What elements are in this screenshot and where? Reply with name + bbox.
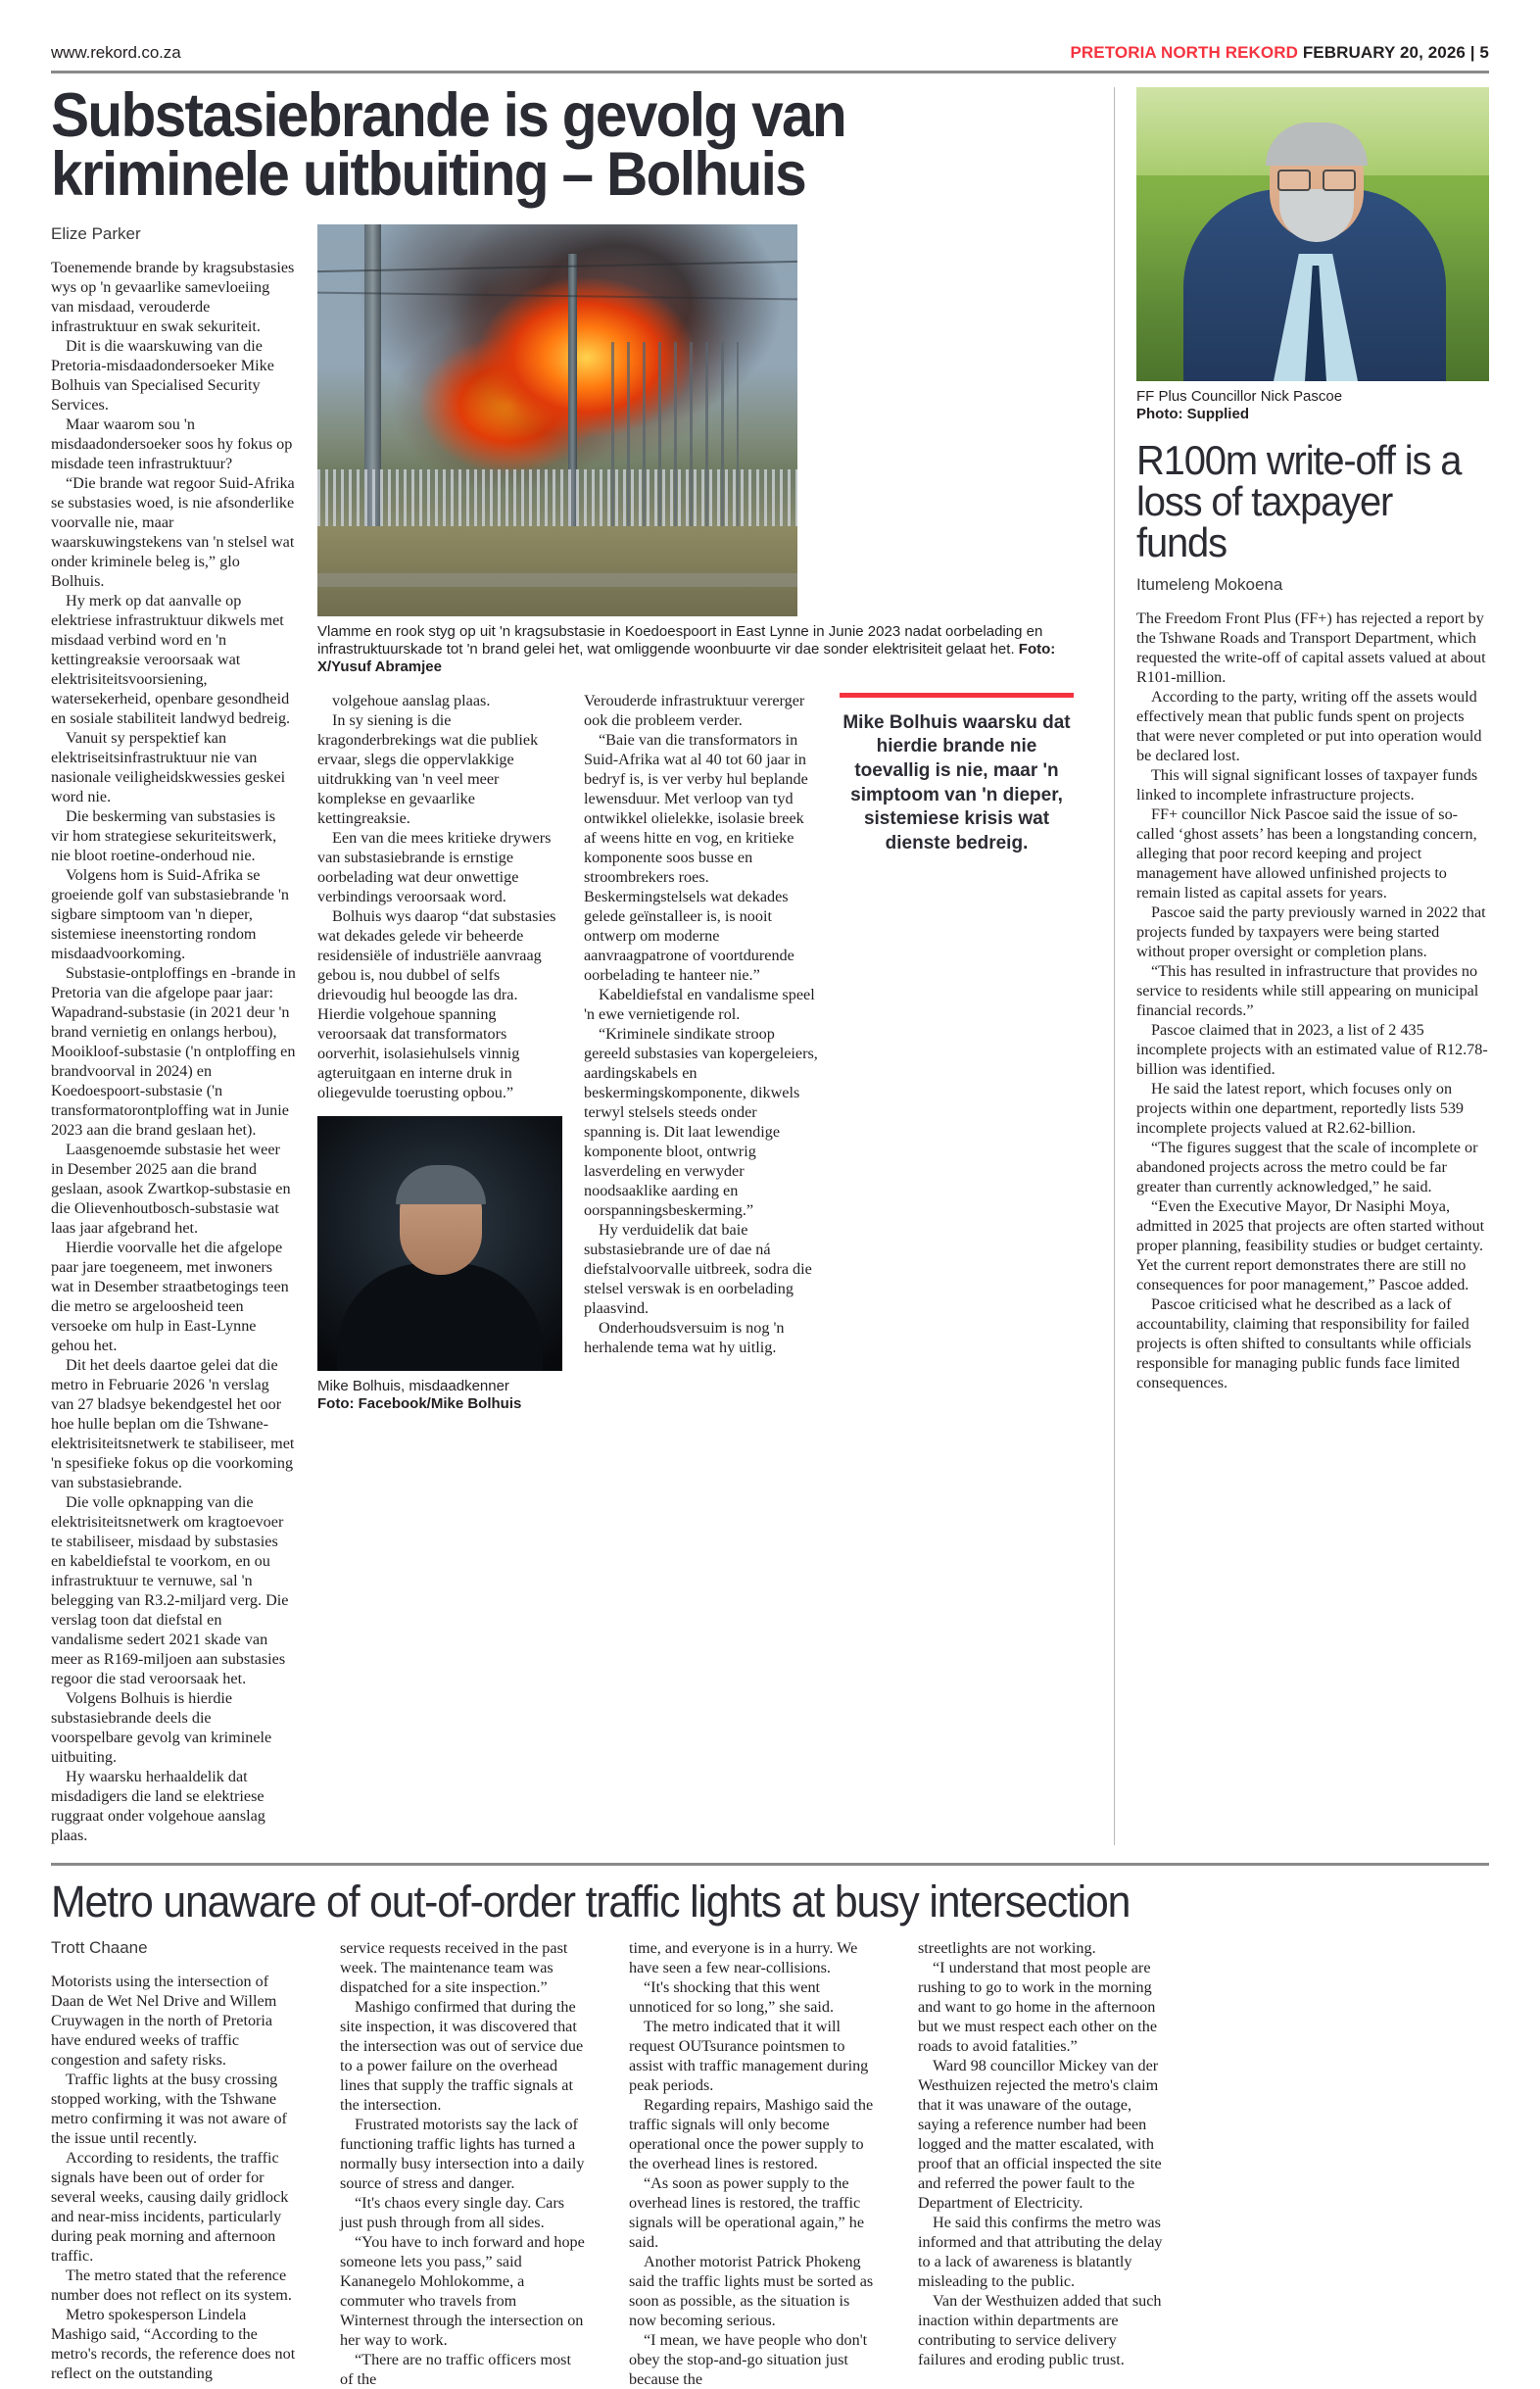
paragraph: Toenemende brande by kragsubstasies wys op 'n gevaarlike samevloeiing van misdaad, verouderde infrastruktuur en swak sekuriteit. xyxy=(51,258,295,335)
paragraph: Pascoe criticised what he described as a lack of accountability, claiming that responsibility for failed projects is often shifted to consultants while officials responsible for managing public funds face limited consequences. xyxy=(1136,1294,1471,1391)
paragraph: Pascoe claimed that in 2023, a list of 2 435 incomplete projects with an estimated value of R12.78-billion was identified. xyxy=(1136,1020,1488,1078)
section-rule xyxy=(51,1863,1489,1866)
paragraph: Metro spokesperson Lindela Mashigo said, “According to the metro's records, the reference does not reflect on the outstanding xyxy=(51,2305,296,2382)
caption-credit: Photo: Supplied xyxy=(1136,406,1249,423)
column-gap xyxy=(317,1938,318,2389)
paragraph: “This has resulted in infrastructure that provides no service to residents while still appearing on municipal financial records.” xyxy=(1136,961,1479,1019)
issue-date-page: FEBRUARY 20, 2026 | 5 xyxy=(1302,43,1489,62)
photo-powerline xyxy=(317,261,797,272)
bottom-story-byline: Trott Chaane xyxy=(51,1937,148,1957)
paragraph: Een van die mees kritieke drywers van substasiebrande is ernstige oorbelading wat deur onwettige verbindings veroorsaak word. xyxy=(317,828,552,905)
portrait-shoulders xyxy=(337,1263,543,1371)
paragraph: FF+ councillor Nick Pascoe said the issue of so-called ‘ghost assets’ has been a longstanding concern, alleging that poor record keeping and project management have allowed unfinished projects to remain listed as capital assets for years. xyxy=(1136,804,1477,902)
paragraph: Traffic lights at the busy crossing stopped working, with the Tshwane metro confirming it was not aware of the issue until recently. xyxy=(51,2070,287,2147)
paragraph: Another motorist Patrick Phokeng said the traffic lights must be sorted as soon as possible, as the situation is now becoming serious. xyxy=(629,2252,874,2329)
paragraph: Mashigo confirmed that during the site inspection, it was discovered that the intersection was out of service due to a power failure on the overhead lines that supply the traffic signals at the intersection. xyxy=(340,1997,584,2114)
top-story-byline: Elize Parker xyxy=(51,223,141,243)
paragraph: time, and everyone is in a hurry. We have seen a few near-collisions. xyxy=(629,1938,858,1976)
pascoe-photo-caption xyxy=(1136,388,1489,424)
paragraph: “Even the Executive Mayor, Dr Nasiphi Moya, admitted in 2025 that projects are often started without proper planning, feasibility studies or budget certainty. Yet the current report demonstrates there are still no consequences for poor management,” Pascoe added. xyxy=(1136,1196,1485,1293)
paragraph: “I mean, we have people who don't obey the stop-and-go situation just because the xyxy=(629,2330,868,2388)
top-story-columns-2-3 xyxy=(317,224,1074,1845)
bottom-story-column-2 xyxy=(340,1938,585,2389)
paragraph: Vanuit sy perspektief kan elektriseitsinfrastruktuur nie van nasionale veiligheidskwessies geskei word nie. xyxy=(51,728,286,805)
paragraph: “There are no traffic officers most of the xyxy=(340,2350,571,2388)
paragraph: Verouderde infrastruktuur vererger ook die probleem verder. xyxy=(584,691,805,729)
paragraph: Pascoe said the party previously warned in 2022 that projects funded by taxpayers were being started without proper oversight or completion plans. xyxy=(1136,902,1486,960)
side-story-headline: R100m write-off is a loss of taxpayer funds xyxy=(1136,436,1462,565)
paragraph: Ward 98 councillor Mickey van der Westhuizen rejected the metro's claim that it was unaware of the outage, saying a reference number had been logged and the matter escalated, with proof that an official inspected the site and referred the power fault to the Department of Electricity. xyxy=(918,2056,1162,2212)
paragraph: The metro stated that the reference number does not reflect on its system. xyxy=(51,2266,292,2304)
photo-powerline xyxy=(317,291,797,300)
top-story xyxy=(51,73,1489,1845)
paragraph: Hy verduidelik dat baie substasiebrande ure of dae ná diefstalvoorvalle uitbreek, sodra die stelsel verswak is en oorbelading plaasvind. xyxy=(584,1220,812,1317)
paragraph: Bolhuis wys daarop “dat substasies wat dekades gelede vir beheerde residensiële of industriële aanvraag gebou is, nou dubbel of selfs drievoudig hul beoogde las dra. Hierdie volgehoue spanning veroorsaak dat transformators oorverhit, isolasiehulsels vinnig agteruitgaan en interne druk in oliegevulde toerusting opbou.” xyxy=(317,906,556,1101)
top-story-headline: Substasiebrande is gevolg van kriminele uitbuiting – Bolhuis xyxy=(51,81,846,209)
paragraph: The Freedom Front Plus (FF+) has rejected a report by the Tshwane Roads and Transport Department, which requested the write-off of capital assets valued at about R101-million. xyxy=(1136,609,1486,686)
bottom-story-column-1 xyxy=(51,1938,296,2389)
paragraph: streetlights are not working. xyxy=(918,1938,1096,1957)
caption-text: Mike Bolhuis, misdaadkenner xyxy=(317,1377,509,1394)
caption-text: Vlamme en rook styg op uit 'n kragsubstasie in Koedoespoort in East Lynne in Junie 2023 nadat oorbelading en infrastruktuurskade tot 'n brand gelei het, wat omliggende woonbuurte vir dae sonder elektrisiteit gelaat het. xyxy=(317,622,1043,658)
paragraph: “The figures suggest that the scale of incomplete or abandoned projects across the metro could be far greater than currently acknowledged,” he said. xyxy=(1136,1138,1478,1195)
paragraph: In sy siening is die kragonderbrekings wat die publiek ervaar, slegs die oppervlakkige uitdrukking van 'n veel meer komplekse en gevaarlike kettingreaksie. xyxy=(317,710,539,827)
portrait-hair xyxy=(396,1165,486,1204)
paragraph: “As soon as power supply to the overhead lines is restored, the traffic signals will be operational again,” he said. xyxy=(629,2173,865,2251)
paragraph: The metro indicated that it will request OUTsurance pointsmen to assist with traffic management during peak periods. xyxy=(629,2017,869,2094)
fire-photo-caption xyxy=(317,623,1074,677)
pascoe-portrait-photo xyxy=(1136,87,1489,381)
paragraph: “Baie van die transformators in Suid-Afrika wat al 40 tot 60 jaar in bedryf is, is ver verby hul beplande lewensduur. Met verloop van tyd ontwikkel olielekke, isolasie breek af weens hitte en vog, en kritieke komponente soos busse en stroombrekers roes. Beskermingstelsels wat dekades gelede geïnstalleer is, is nooit ontwerp om moderne aanvraagpatrone of voortdurende oorbelading te hanteer nie.” xyxy=(584,730,808,984)
column-gap xyxy=(895,1938,896,2389)
top-story-column-3 xyxy=(584,691,818,1414)
glasses-icon xyxy=(1277,170,1311,191)
publication-name: PRETORIA NORTH REKORD xyxy=(1070,43,1298,62)
side-story xyxy=(1136,87,1489,1845)
paragraph: “Die brande wat regoor Suid-Afrika se substasies woed, is nie afsonderlike voorvalle nie, maar waarskuwingstekens van 'n stelsel wat onder kriminele beleg is,” glo Bolhuis. xyxy=(51,473,295,590)
bottom-story-headline: Metro unaware of out-of-order traffic lights at busy intersection xyxy=(51,1876,1131,1926)
paragraph: “You have to inch forward and hope someone lets you pass,” said Kananegelo Mohlokomme, a commuter who travels from Winternest through the intersection on her way to work. xyxy=(340,2232,585,2349)
paragraph: Hy merk op dat aanvalle op elektriese infrastruktuur dikwels met misdaad verbind word en 'n kettingreaksie veroorsaak wat elektrisiteitsvoorsiening, watersekerheid, openbare gesondheid en sosiale stabiliteit landwyd bedreig. xyxy=(51,591,291,727)
paragraph: “It's chaos every single day. Cars just push through from all sides. xyxy=(340,2193,565,2231)
paragraph: “I understand that most people are rushing to go to work in the morning and want to go home in the afternoon but we must respect each other on the roads to avoid fatalities.” xyxy=(918,1958,1158,2055)
paragraph: volgehoue aanslag plaas. xyxy=(332,691,491,709)
top-story-columns xyxy=(51,224,1092,1845)
paragraph: Laasgenoemde substasie het weer in Desember 2025 aan die brand geslaan, asook Zwartkop-substasie en die Olievenhoutbosch-substasie wat laas jaar afgebrand het. xyxy=(51,1140,291,1237)
top-story-main xyxy=(51,81,1092,1845)
bolhuis-portrait-photo xyxy=(317,1116,562,1371)
paragraph: Onderhoudsversuim is nog 'n herhalende tema wat hy uitlig. xyxy=(584,1318,785,1356)
paragraph: According to the party, writing off the assets would effectively mean that public funds spent on projects that were never completed or put into operation would be declared lost. xyxy=(1136,687,1482,764)
glasses-icon xyxy=(1323,170,1356,191)
photo-fence xyxy=(317,469,797,526)
photo-ground xyxy=(317,526,797,616)
photo-road xyxy=(317,573,797,587)
site-url[interactable]: www.rekord.co.za xyxy=(51,43,181,62)
paragraph: This will signal significant losses of taxpayer funds linked to incomplete infrastructure projects. xyxy=(1136,765,1478,804)
paragraph: He said this confirms the metro was informed and that attributing the delay to a lack of awareness is blatantly misleading to the public. xyxy=(918,2213,1163,2290)
paragraph: Maar waarom sou 'n misdaadondersoeker soos hy fokus op misdade teen infrastruktuur? xyxy=(51,414,293,472)
bottom-story xyxy=(51,1876,1489,2389)
paragraph: Hy waarsku herhaaldelik dat misdadigers die land se elektriese ruggraat onder volgehoue aanslag plaas. xyxy=(51,1767,265,1844)
column-divider xyxy=(1114,87,1115,1845)
top-story-column-1 xyxy=(51,224,296,1845)
bottom-story-column-4 xyxy=(918,1938,1163,2389)
caption-credit: Foto: Facebook/Mike Bolhuis xyxy=(317,1394,522,1412)
caption-credit: Foto: X/Yusuf Abramjee xyxy=(317,640,1056,676)
bolhuis-photo-caption xyxy=(317,1378,562,1414)
top-story-column-2 xyxy=(317,691,562,1414)
pull-quote: Mike Bolhuis waarsku dat hierdie brande nie toevallig is nie, maar 'n simptoom van 'n dieper, sistemiese krisis wat dienste bedreig. xyxy=(840,693,1074,856)
bottom-story-columns xyxy=(51,1938,1489,2389)
substation-fire-photo xyxy=(317,224,797,616)
paragraph: Volgens hom is Suid-Afrika se groeiende golf van substasiebrande 'n sigbare simptoom van 'n dieper, sistemiese ineenstorting rondom misdaadvoorkoming. xyxy=(51,865,289,962)
paragraph: Volgens Bolhuis is hierdie substasiebrande deels die voorspelbare gevolg van kriminele uitbuiting. xyxy=(51,1688,272,1766)
paragraph: Van der Westhuizen added that such inaction within departments are contributing to service delivery failures and eroding public trust. xyxy=(918,2291,1162,2368)
paragraph: Substasie-ontploffings en -brande in Pretoria van die afgelope paar jaar: Wapadrand-substasie (in 2021 deur 'n brand vernietig en onlangs herbou), Mooikloof-substasie ('n ontploffing en brandvoorval in 2024) en Koedoespoort-substasie ('n transformatorontploffing wat in Junie 2023 aan die brand geslaan het). xyxy=(51,963,296,1139)
paragraph: “Kriminele sindikate stroop gereeld substasies van kopergeleiers, aardingskabels en beskermingskomponente, dikwels terwyl stelsels steeds onder spanning is. Dit laat lewendige komponente bloot, ontwrig lasverdeling en verwyder noodsaaklike aarding en oorspanningsbeskerming.” xyxy=(584,1024,818,1219)
paragraph: “It's shocking that this went unnoticed for so long,” she said. xyxy=(629,1977,835,2016)
paragraph: service requests received in the past week. The maintenance team was dispatched for a site inspection.” xyxy=(340,1938,568,1996)
masthead xyxy=(51,43,1489,69)
top-story-pullquote-column xyxy=(840,691,1074,1414)
side-story-byline: Itumeleng Mokoena xyxy=(1136,574,1283,594)
paragraph: According to residents, the traffic signals have been out of order for several weeks, causing daily gridlock and near-miss incidents, particularly during peak morning and afternoon traffic. xyxy=(51,2148,289,2265)
paragraph: Dit het deels daartoe gelei dat die metro in Februarie 2026 'n verslag van 27 bladsye bekendgestel het oor hoe hulle beplan om die Tshwane-elektrisiteitsnetwerk te stabiliseer, met 'n spesifieke fokus op die voorkoming van substasiebrande. xyxy=(51,1355,295,1491)
caption-text: FF Plus Councillor Nick Pascoe xyxy=(1136,388,1343,405)
column-gap xyxy=(606,1938,607,2389)
paragraph: Regarding repairs, Mashigo said the traffic signals will only become operational once the power supply to the overhead lines is restored. xyxy=(629,2095,874,2172)
paragraph: Dit is die waarskuwing van die Pretoria-misdaadondersoeker Mike Bolhuis van Specialised Security Services. xyxy=(51,336,274,414)
paragraph: Motorists using the intersection of Daan de Wet Nel Drive and Willem Cruywagen in the north of Pretoria have endured weeks of traffic congestion and safety risks. xyxy=(51,1972,277,2069)
paragraph: Die beskerming van substasies is vir hom strategiese sekuriteitswerk, nie bloot roetine-onderhoud nie. xyxy=(51,806,277,864)
paragraph: Hierdie voorvalle het die afgelope paar jare toegeneem, met inwoners wat in Desember straatbetogings teen die metro se argeloosheid teen versoeke om hulp in East-Lynne gehou het. xyxy=(51,1238,289,1354)
paragraph: Die volle opknapping van die elektrisiteitsnetwerk om kragtoevoer te stabiliseer, misdaad by substasies en kabeldiefstal te voorkom, en ou infrastruktuur te vernuwe, sal 'n belegging van R3.2-miljard verg. Die verslag toon dat diefstal en vandalisme sedert 2021 skade van meer as R169-miljoen aan substasies regoor die stad veroorsaak het. xyxy=(51,1492,289,1687)
paragraph: Kabeldiefstal en vandalisme speel 'n ewe vernietigende rol. xyxy=(584,985,815,1023)
paragraph: He said the latest report, which focuses only on projects within one department, reportedly lists 539 incomplete projects valued at R2.62-billion. xyxy=(1136,1079,1465,1137)
paragraph: Frustrated motorists say the lack of functioning traffic lights has turned a normally busy intersection into a daily source of stress and danger. xyxy=(340,2115,585,2192)
bottom-story-column-3 xyxy=(629,1938,874,2389)
folio xyxy=(1070,43,1489,63)
